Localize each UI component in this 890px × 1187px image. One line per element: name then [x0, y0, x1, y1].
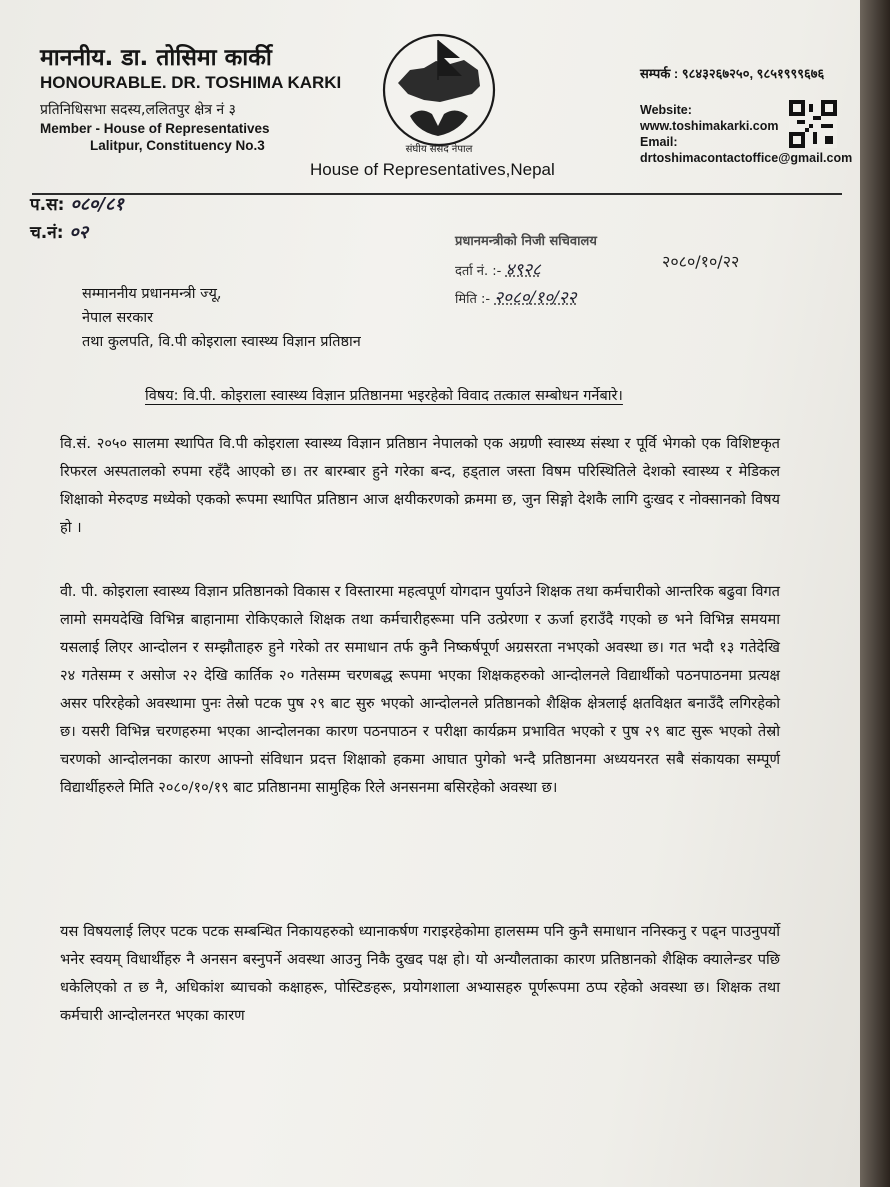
stamp-miti-row	[455, 284, 597, 312]
reference-ps	[30, 192, 124, 216]
contact-numbers: सम्पर्क : ९८४३२६७२५०, ९८५१९९९६७६	[640, 66, 825, 81]
name-english: HONOURABLE. DR. TOSHIMA KARKI	[40, 73, 342, 92]
role-english-line1: Member - House of Representatives	[40, 121, 270, 136]
receipt-stamp	[455, 228, 597, 312]
paragraph-text: वि.सं. २०५० सालमा स्थापित वि.पी कोइराला स्वास्थ्य विज्ञान प्रतिष्ठान नेपालको एक अग्रणी स्वास्थ्य संस्था र पूर्वि भेगको एक विशिष्टकृत रिफरल अस्पतालको रुपमा रहँदै आएको छ। तर बारम्बार हुने गरेका बन्द, हड्ताल जस्ता विषम परिस्थितिले देशको स्वास्थ्य र मेडिकल शिक्षाको मेरुदण्ड मध्येको एकको रूपमा स्थापित प्रतिष्ठान आज क्षयीकरणको क्रममा छ, जुन सिङ्गो देशकै लागि दुःखद र नोक्सानको विषय हो ।	[60, 435, 780, 536]
darta-label: दर्ता नं. :-	[455, 264, 502, 279]
body-paragraph-1	[60, 430, 780, 542]
address-line1: सम्माननीय प्रधानमन्त्री ज्यू,	[82, 286, 222, 302]
email-address: drtoshimacontactoffice@gmail.com	[640, 151, 853, 165]
body-paragraph-3	[60, 918, 780, 1030]
house-of-representatives-title: House of Representatives,Nepal	[310, 160, 555, 179]
email-label: Email:	[640, 135, 678, 149]
recipient-address	[82, 282, 361, 354]
background-edge	[860, 0, 890, 1187]
website-label: Website:	[640, 103, 692, 117]
emblem-caption: संघीय संसद नेपाल	[405, 144, 473, 155]
reference-cn	[30, 220, 88, 244]
body-paragraph-2	[60, 578, 780, 802]
paragraph-text: वी. पी. कोइराला स्वास्थ्य विज्ञान प्रतिष्ठानको विकास र विस्तारमा महत्वपूर्ण योगदान पुर्याउने शिक्षक तथा कर्मचारीको आन्तरिक बढुवा विगत लामो समयदेखि विभिन्न बाहानामा रोकिएकाले शिक्षक तथा कर्मचारीहरूमा पनि उत्प्रेरणा र ऊर्जा हराउँदै गएको छ भने विभिन्न समयमा यसलाई लिएर आन्दोलन र सम्झौताहरु हुने गरेको तर समाधान तर्फ कुनै निष्कर्षपूर्ण अग्रसरता नभएको अवस्था छ। गत भदौ १३ गतेदेखि २४ गतेसम्म र असोज २२ देखि कार्तिक २० गतेसम्म चरणबद्ध रूपमा भएका शिक्षकहरुको आन्दोलनले विद्यार्थीको पठनपाठनमा प्रत्यक्ष असर परिरहेको अवस्थामा पुनः तेस्रो पटक पुष २९ बाट सुरु भएको आन्दोलनले प्रतिष्ठानको शैक्षिक क्षेत्रलाई क्षतविक्षत बनाउँदै लगिरहेको छ। यसरी विभिन्न चरणहरुमा भएका आन्दोलनका कारण पठनपाठन र परीक्षा कार्यक्रम प्रभावित भएको र पुष २९ बाट सुरू भएको तेस्रो चरणको आन्दोलनका कारण आफ्नो संविधान प्रदत्त शिक्षाको हकमा आघात पुगेको भन्दै प्रतिष्ठानमा अध्ययनरत सबै संकायका सम्पूर्ण विद्यार्थीहरुले मिति २०८०/१०/१९ बाट प्रतिष्ठानमा सामुहिक रिले अनसनमा बसिरहेको अवस्था छ।	[60, 583, 781, 796]
ps-label: प.स:	[30, 195, 65, 215]
address-line3: तथा कुलपति, वि.पी कोइराला स्वास्थ्य विज्ञान प्रतिष्ठान	[82, 334, 361, 350]
letterhead-left	[40, 44, 341, 154]
qr-code-icon	[789, 100, 837, 148]
miti-value: २०८०/१०/२२	[494, 288, 577, 308]
parliament-emblem-icon	[380, 28, 498, 158]
role-english-line2: Lalitpur, Constituency No.3	[90, 138, 265, 153]
website-url: www.toshimakarki.com	[640, 119, 779, 133]
subject-line: विषय: वि.पी. कोइराला स्वास्थ्य विज्ञान प्रतिष्ठानमा भइरहेको विवाद तत्काल सम्बोधन गर्नेबारे।	[145, 388, 623, 404]
letter-date: २०८०/१०/२२	[662, 252, 740, 271]
stamp-darta-row	[455, 256, 597, 284]
cn-label: च.नं:	[30, 223, 64, 243]
paragraph-text: यस विषयलाई लिएर पटक पटक सम्बन्धित निकायहरुको ध्यानाकर्षण गराइरहेकोमा हालसम्म पनि कुनै समाधान ननिस्कनु र पढ्न पाउनुपर्यो भनेर स्वयम् विधार्थीहरु नै अनसन बस्नुपर्ने अवस्था आउनु निकै दुखद पक्ष हो। यो अन्यौलताका कारण प्रतिष्ठानको शैक्षिक क्यालेन्डर पछि धकेलिएको त छ नै, अधिकांश ब्याचको कक्षाहरू, पोस्टिङहरू, प्रयोगशाला अभ्यासहरु पूर्णरूपमा ठप्प रहेको अवस्था छ। शिक्षक तथा कर्मचारी आन्दोलनरत भएका कारण	[60, 923, 780, 1024]
role-nepali: प्रतिनिधिसभा सदस्य,ललितपुर क्षेत्र नं ३	[40, 102, 236, 118]
darta-value: ४९२८	[505, 260, 541, 280]
cn-value: ०२	[69, 222, 89, 243]
ps-value: ०८०/८१	[70, 194, 124, 215]
miti-label: मिति :-	[455, 292, 491, 307]
name-nepali: माननीय. डा. तोसिमा कार्की	[40, 45, 272, 71]
address-line2: नेपाल सरकार	[82, 310, 154, 326]
header-divider	[32, 193, 842, 195]
stamp-title: प्रधानमन्त्रीको निजी सचिवालय	[455, 234, 597, 249]
letterhead-right	[640, 64, 824, 82]
